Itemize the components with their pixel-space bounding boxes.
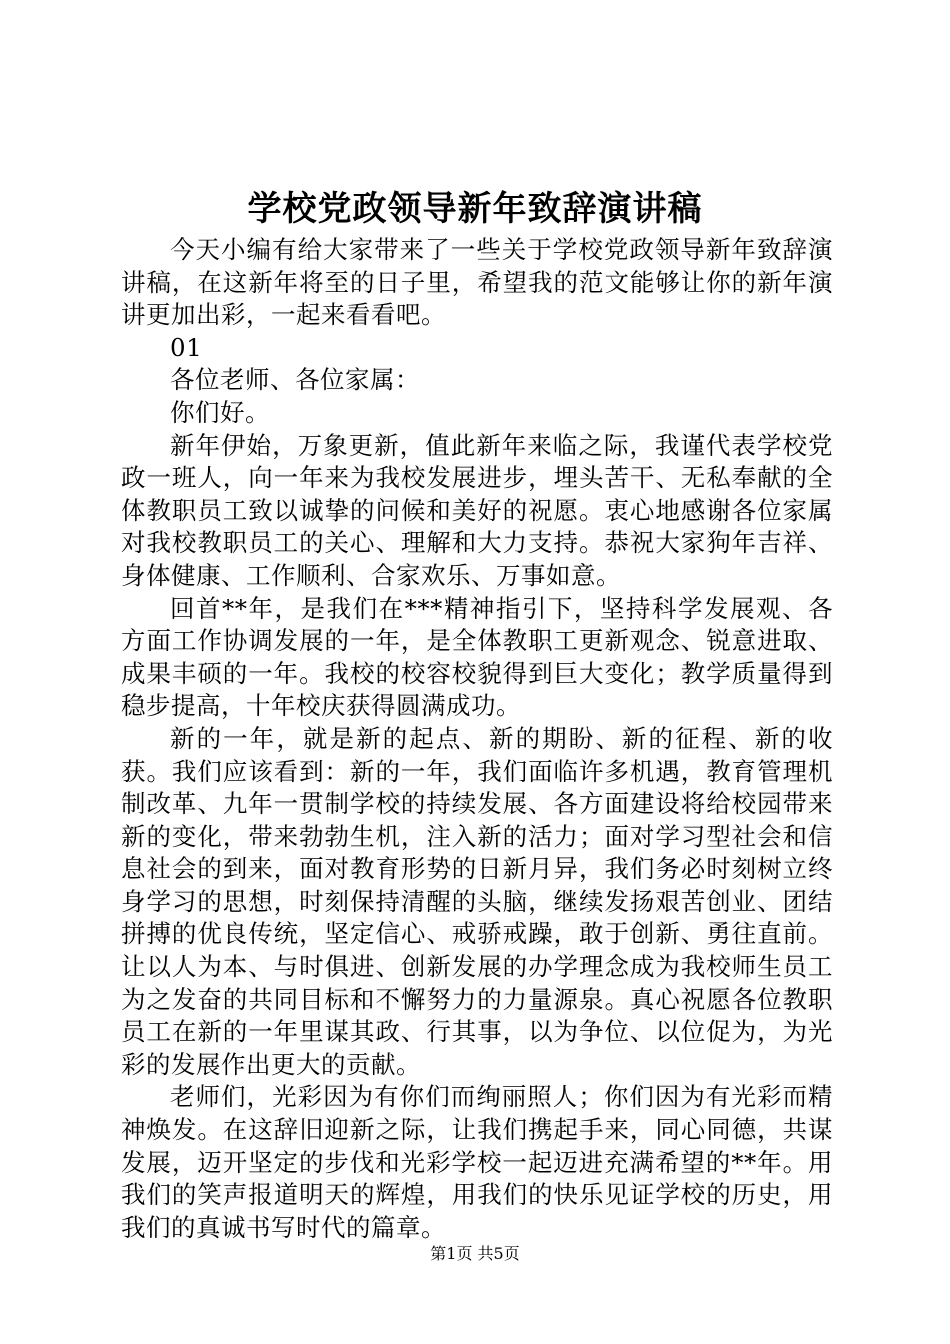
salutation: 各位老师、各位家属： bbox=[170, 365, 420, 395]
document-body bbox=[121, 234, 833, 1244]
body-paragraph: 老师们，光彩因为有你们而绚丽照人；你们因为有光彩而精神焕发。在这辞旧迎新之际，让我们携起手来，同心同德，共谋发展，迈开坚定的步伐和光彩学校一起迈进充满希望的**年。用我们的笑声报道明天的辉煌，用我们的快乐见证学校的历史，用我们的真诚书写时代的篇章。 bbox=[121, 1082, 833, 1242]
section-number: 01 bbox=[170, 332, 203, 362]
body-paragraph: 回首**年，是我们在***精神指引下，坚持科学发展观、各方面工作协调发展的一年，是全体教职工更新观念、锐意进取、成果丰硕的一年。我校的校容校貌得到巨大变化；教学质量得到稳步提高，十年校庆获得圆满成功。 bbox=[121, 593, 833, 721]
document-title: 学校党政领导新年致辞演讲稿 bbox=[247, 189, 703, 229]
body-paragraph: 新的一年，就是新的起点、新的期盼、新的征程、新的收获。我们应该看到：新的一年，我们面临许多机遇，教育管理机制改革、九年一贯制学校的持续发展、各方面建设将给校园带来新的变化，带来勃勃生机，注入新的活力；面对学习型社会和信息社会的到来，面对教育形势的日新月异，我们务必时刻树立终身学习的思想，时刻保持清醒的头脑，继续发扬艰苦创业、团结拼搏的优良传统，坚定信心、戒骄戒躁，敢于创新、勇往直前。让以人为本、与时俱进、创新发展的办学理念成为我校师生员工为之发奋的共同目标和不懈努力的力量源泉。真心祝愿各位教职员工在新的一年里谋其政、行其事，以为争位、以位促为，为光彩的发展作出更大的贡献。 bbox=[121, 723, 833, 1079]
body-paragraph: 新年伊始，万象更新，值此新年来临之际，我谨代表学校党政一班人，向一年来为我校发展进步，埋头苦干、无私奉献的全体教职员工致以诚挚的问候和美好的祝愿。衷心地感谢各位家属对我校教职员工的关心、理解和大力支持。恭祝大家狗年吉祥、身体健康、工作顺利、合家欢乐、万事如意。 bbox=[121, 430, 833, 590]
page-number-footer: 第1页 共5页 bbox=[430, 1244, 520, 1263]
greeting: 你们好。 bbox=[170, 397, 270, 427]
intro-paragraph: 今天小编有给大家带来了一些关于学校党政领导新年致辞演讲稿，在这新年将至的日子里，希望我的范文能够让你的新年演讲更加出彩，一起来看看吧。 bbox=[121, 235, 833, 330]
